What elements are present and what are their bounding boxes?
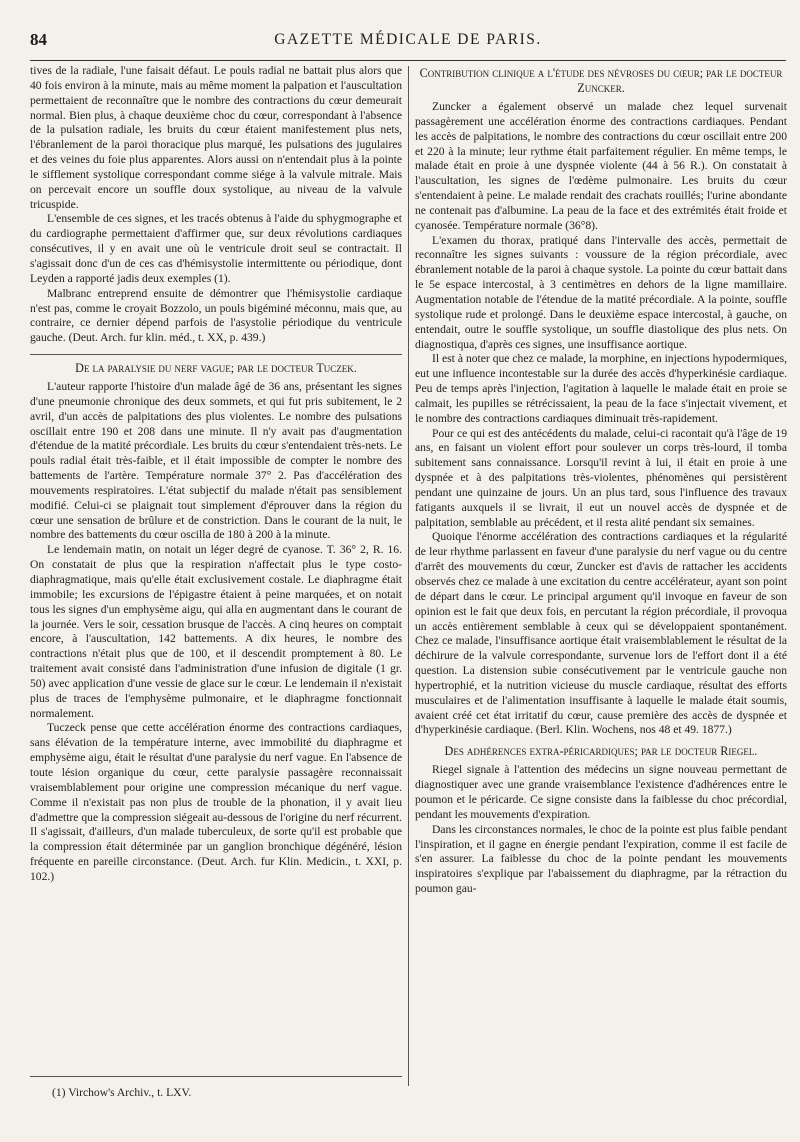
right-paragraph-4: Pour ce qui est des antécédents du malade, celui-ci racontait qu'à l'âge de 19 ans, en faisant un violent effort pour soulever un corps très-lourd, il tomba subitement sans connaissance. Lorsqu'il revint à lui, il était en proie à une dyspnée et à des palpitations très-violentes, phénomènes qui persistèrent pendant une quinzaine de jours. Un an plus tard, sous l'influence des travaux fatigants auxquels il se livrait, il eut un nouvel accès de dyspnée et de palpitation, semblable au précédent, et il resta alité pendant six semaines. (415, 426, 787, 529)
page-number: 84 (30, 30, 47, 49)
page-header (30, 26, 786, 61)
column-divider (408, 66, 409, 1086)
left-paragraph-4: L'auteur rapporte l'histoire d'un malade âgé de 36 ans, présentant les signes d'une pneumonie chronique des deux sommets, et qui fut pris subitement, le 2 avril, d'un accès de palpitations des plus violentes. Le nombre des pulsations oscillait entre 190 et 208 dans une minute. Il n'y avait pas d'augmentation d'étendue de la matité précordiale. Les bruits du cœur s'entendaient très-nets. Le pouls radial était très-faible, et il était impossible de compter le nombre des battements de l'artère. Température normale 37° 2. Pas d'accélération des mouvements respiratoires. L'état subjectif du malade n'était pas sensiblement modifié. Celui-ci se plaignait tout simplement d'éprouver dans la région du cœur une sensation de brûlure et de constriction. Dans le courant de la nuit, le nombre des battements du cœur oscilla de 180 à 200 à la minute. (30, 380, 402, 542)
left-paragraph-6: Tuczeck pense que cette accélération énorme des contractions cardiaques, sans élévation de la température interne, avec immobilité du diaphragme et emphysème aigu, était le résultat d'une paralysie du nerf vague. En l'absence de toute lésion organique du cœur, cette paralysie passagère reconnaissait vraisemblablement pour origine une compression mécanique du nerf vague. Comme il n'existait pas non plus de trouble de la phonation, il y avait lieu d'admettre que la compression siégeait au-dessous de l'origine du nerf récurrent. Il s'agissait, d'ailleurs, d'un malade tuberculeux, de sorte qu'il est probable que la compression était déterminée par un ganglion bronchique dégénéré, lésion fréquente en pareille circonstance. (Deut. Arch. fur Klin. Medicin., t. XXI, p. 102.) (30, 721, 402, 883)
left-paragraph-2: L'ensemble de ces signes, et les tracés obtenus à l'aide du sphygmographe et du cardiographe permettaient d'affirmer que, sur deux révolutions cardiaques consécutives, il y en avait une où le ventricule droit seul se contractait. Il s'agissait donc d'un de ces cas d'hémisystolie intermittente ou périodique, dont Leyden a rapporté jadis deux exemples (1). (30, 212, 402, 285)
left-paragraph-1: tives de la radiale, l'une faisait défaut. Le pouls radial ne battait plus alors que 40 fois environ à la minute, mais au même moment la palpation et l'auscultation permettaient de reconnaître que le nombre des contractions du cœur demeurait normal. Bien plus, à chaque deuxième choc du cœur, correspondant à l'absence de la pulsation radiale, les bruits du cœur étaient manifestement plus nets, l'ébranlement de la paroi thoracique plus marqué, les pulsations des jugulaires et des veines du foie plus apparentes. Alors aussi on n'entendait plus à la pointe le sifflement systolique correspondant comme siége à la valvule mitrale. Mais on percevait encore un souffle doux systolique, au niveau de la valvule tricuspide. (30, 64, 402, 211)
left-paragraph-3: Malbranc entreprend ensuite de démontrer que l'hémisystolie cardiaque n'est pas, comme le croyait Bozzolo, un pouls bigéminé méconnu, mais que, au contraire, ce dernier dépend parfois de l'asystolie périodique du ventricule gauche. (Deut. Arch. fur klin. méd., t. XX, p. 439.) (30, 286, 402, 345)
footnote-rule (30, 1076, 402, 1077)
right-paragraph-2: L'examen du thorax, pratiqué dans l'intervalle des accès, permettait de reconnaître les signes suivants : voussure de la région précordiale, avec ébranlement notable de la paroi à chaque systole. La pointe du cœur battait dans le 5e espace intercostal, à 3 centimètres en dehors de la ligne mamillaire. Augmentation notable de l'étendue de la matité précordiale. A la pointe, souffle systolique rude et prolongé. Dans le deuxième espace intercostal, à gauche, on entendait, outre le souffle systolique, un souffle diastolique des plus nets. On diagnostiqua, d'après ces signes, une insuffisance aortique. (415, 233, 787, 351)
right-paragraph-7: Dans les circonstances normales, le choc de la pointe est plus faible pendant l'inspiration, et il gagne en énergie pendant l'expiration, comme il est facile de s'en assurer. La faiblesse du choc de la pointe pendant les mouvements inspiratoires s'explique par l'abaissement du diaphragme, par la rétraction du poumon gau- (415, 822, 787, 896)
article-heading-zuncker: Contribution clinique a l'étude des névroses du cœur; par le docteur Zuncker. (419, 66, 783, 95)
running-title: GAZETTE MÉDICALE DE PARIS. (274, 31, 542, 48)
footnote: (1) Virchow's Archiv., t. LXV. (52, 1086, 192, 1099)
spacer (415, 738, 787, 742)
left-column (30, 64, 402, 885)
right-paragraph-3: Il est à noter que chez ce malade, la morphine, en injections hypodermiques, eut une influence incontestable sur la durée des accès d'hyperkinésie cardiaque. Peu de temps après l'injection, l'agitation à laquelle le malade était en proie se calmait, les pupilles se rétrécissaient, la peau de la face s'injectait vivement, et le nombre des contractions cardiaques diminuait très-rapidement. (415, 352, 787, 425)
right-column (415, 64, 787, 897)
right-paragraph-6: Riegel signale à l'attention des médecins un signe nouveau permettant de diagnostiquer avec une grande vraisemblance l'existence d'adhérences entre le poumon et le péricarde. Ce signe consiste dans la faiblesse du choc précordial, pendant les mouvements d'expiration. (415, 763, 787, 821)
right-paragraph-1: Zuncker a également observé un malade chez lequel survenait passagèrement une accélération énorme des contractions cardiaques. Pendant les accès de palpitations, le nombre des contractions du cœur oscillait entre 200 et 220 à la minute; leur rythme était parfaitement régulier. En même temps, le malade était en proie à une dyspnée violente (44 à 56 R.). On constatait à l'auscultation, les signes de l'œdème pulmonaire. Les bruits du cœur s'entendaient à peine. Le malade rendait des crachats rouillés; l'urine abondante ne contenait pas d'albumine. La peau de la face et des extrémités était froide et cyanosée. Température normale (36°8). (415, 100, 787, 232)
article-heading-riegel: Des adhérences extra-péricardiques; par le docteur Riegel. (444, 744, 758, 759)
right-paragraph-5: Quoique l'énorme accélération des contractions cardiaques et la régularité de leur rhythme parlassent en faveur d'une paralysie du nerf vague ou du centre d'arrêt des mouvements du cœur, Zuncker est d'avis de rattacher les accidents observés chez ce malade à une excitation du centre accélérateur, ayant son point de départ dans le cœur. Le principal argument qu'il invoque en faveur de son opinion est le fait que deux fois, en percutant la région précordiale, il provoqua un accès entièrement semblable à ceux qui se développaient spontanément. Chez ce malade, l'insuffisance aortique était vraisemblablement le résultat de la déchirure de la valvule correspondante, survenue lors de l'effort dont il a été question. La distension subie consécutivement par le ventricule gauche non hypertrophié, et la nutrition vicieuse du muscle cardiaque, résultat des efforts musculaires et de l'alimentation insuffisante à laquelle le malade était soumis, avaient créé cet état irritatif du cœur, cause première des accès de dyspnée et d'hyperkinésie cardiaque. (Berl. Klin. Wochens, nos 48 et 49. 1877.) (415, 530, 787, 737)
article-heading-tuczek: De la paralysie du nerf vague; par le docteur Tuczek. (30, 354, 402, 376)
left-paragraph-5: Le lendemain matin, on notait un léger degré de cyanose. T. 36° 2, R. 16. On constatait de plus que la respiration n'affectait plus le type costo-diaphragmatique, mais qu'elle était exclusivement costale. Le diaphragme était immobile; les excursions de l'épigastre étaient à peine marquées, et on notait tous les signes d'un emphysème aigu, qui alla en augmentant dans le courant de la journée. Vers le soir, cessation brusque de l'accès. A cinq heures on comptait encore, à l'auscultation, 142 battements. A dix heures, le nombre des contractions n'était plus que de 100, et il descendit promptement à 80. Le traitement avait consisté dans l'administration d'une infusion de digitale (1 gr. 50) avec application d'une vessie de glace sur le cœur. Le lendemain il n'existait plus de traces de l'emphysème pulmonaire, et le diaphragme fonctionnait normalement. (30, 543, 402, 720)
